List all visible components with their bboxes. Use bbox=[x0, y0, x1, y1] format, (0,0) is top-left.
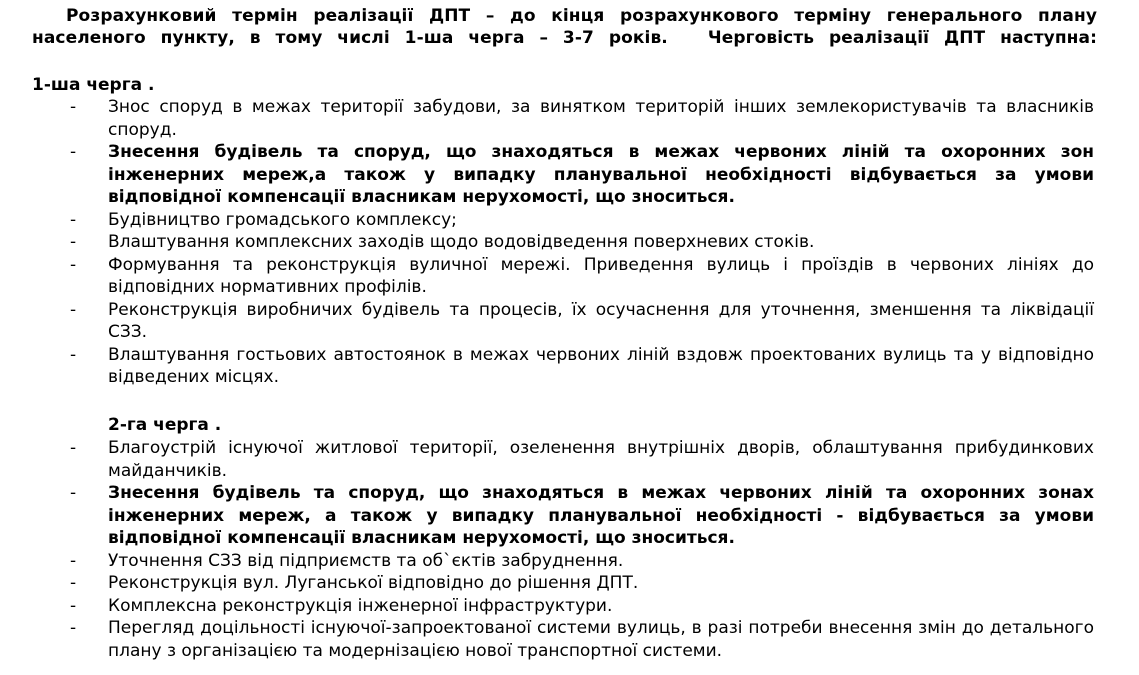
list-item bbox=[0, 344, 1094, 389]
list-item-text: Влаштування комплексних заходів щодо водовідведення поверхневих стоків. bbox=[108, 232, 815, 252]
dash-marker: - bbox=[70, 344, 77, 365]
list-item-text: Знесення будівель та споруд, що знаходяться в межах червоних ліній та охоронних зонах інженерних мереж, а також у випадку планувальної необхідності - відбувається за умови відповідної компенсації власникам нерухомості, що зноситься. bbox=[108, 483, 1094, 548]
list-item bbox=[0, 299, 1094, 344]
intro-sequence-text: Черговість реалізації ДПТ наступна: bbox=[707, 28, 1097, 48]
list-item-text: Влаштування гостьових автостоянок в межах червоних ліній вздовж проектованих вулиць та у відповідно відведених місцях. bbox=[108, 344, 1094, 387]
list-item bbox=[0, 617, 1094, 662]
list-item bbox=[0, 209, 1094, 232]
list-item-text: Перегляд доцільності існуючої-запроектованої системи вулиць, в разі потреби внесення змін до детального плану з організацією та модернізацією нової транспортної системи. bbox=[108, 618, 1094, 661]
stage1-list bbox=[0, 96, 1139, 389]
list-item-text: Формування та реконструкція вуличної мережі. Приведення вулиць і проїздів в червоних лініях до відповідних нормативних профілів. bbox=[108, 254, 1094, 297]
intro-paragraph bbox=[32, 5, 1097, 49]
list-item-text: Реконструкція вул. Луганської відповідно до рішення ДПТ. bbox=[108, 573, 639, 593]
dash-marker: - bbox=[70, 550, 77, 571]
list-item-text: Знос споруд в межах території забудови, за винятком територій інших землекористувачів та власників споруд. bbox=[108, 97, 1094, 140]
dash-marker: - bbox=[70, 573, 77, 593]
list-item bbox=[0, 231, 1094, 254]
dash-marker: - bbox=[70, 232, 77, 252]
dash-marker: - bbox=[70, 618, 77, 638]
list-item bbox=[0, 572, 1094, 595]
dash-marker: - bbox=[70, 595, 77, 616]
list-item-text: Благоустрій існуючої житлової території, озеленення внутрішніх дворів, облаштування прибудинкових майданчиків. bbox=[108, 438, 1094, 481]
list-item-text: Уточнення СЗЗ від підприємств та об`єктів забруднення. bbox=[108, 550, 624, 571]
dash-marker: - bbox=[70, 142, 77, 162]
dash-marker: - bbox=[70, 97, 77, 117]
stage1-heading: 1-ша черга . bbox=[32, 75, 155, 95]
list-item-text: Комплексна реконструкція інженерної інфраструктури. bbox=[108, 595, 613, 616]
dash-marker: - bbox=[70, 438, 77, 458]
list-item-text: Знесення будівель та споруд, що знаходяться в межах червоних ліній та охоронних зон інженерних мереж,а також у випадку планувальної необхідності відбувається за умови відповідної компенсації власникам нерухомості, що зноситься. bbox=[108, 142, 1094, 207]
stage2-list bbox=[0, 437, 1139, 662]
list-item bbox=[0, 550, 1094, 573]
list-item-text: Реконструкція виробничих будівель та процесів, їх осучаснення для уточнення, зменшення та ліквідації СЗЗ. bbox=[108, 299, 1094, 342]
dash-marker: - bbox=[70, 209, 77, 230]
intro-text: Розрахунковий термін реалізації ДПТ – до кінця розрахункового терміну генерального плану населеного пункту, в тому числі 1-ша черга – 3-7 років. bbox=[32, 6, 1097, 48]
list-item bbox=[0, 141, 1094, 209]
stage2-heading: 2-га черга . bbox=[108, 415, 222, 435]
list-item bbox=[0, 254, 1094, 299]
list-item bbox=[0, 482, 1094, 550]
list-item bbox=[0, 595, 1094, 618]
list-item-text: Будівництво громадського комплексу; bbox=[108, 209, 457, 230]
list-item bbox=[0, 96, 1094, 141]
list-item bbox=[0, 437, 1094, 482]
dash-marker: - bbox=[70, 299, 77, 320]
dash-marker: - bbox=[70, 254, 77, 275]
dash-marker: - bbox=[70, 483, 77, 503]
